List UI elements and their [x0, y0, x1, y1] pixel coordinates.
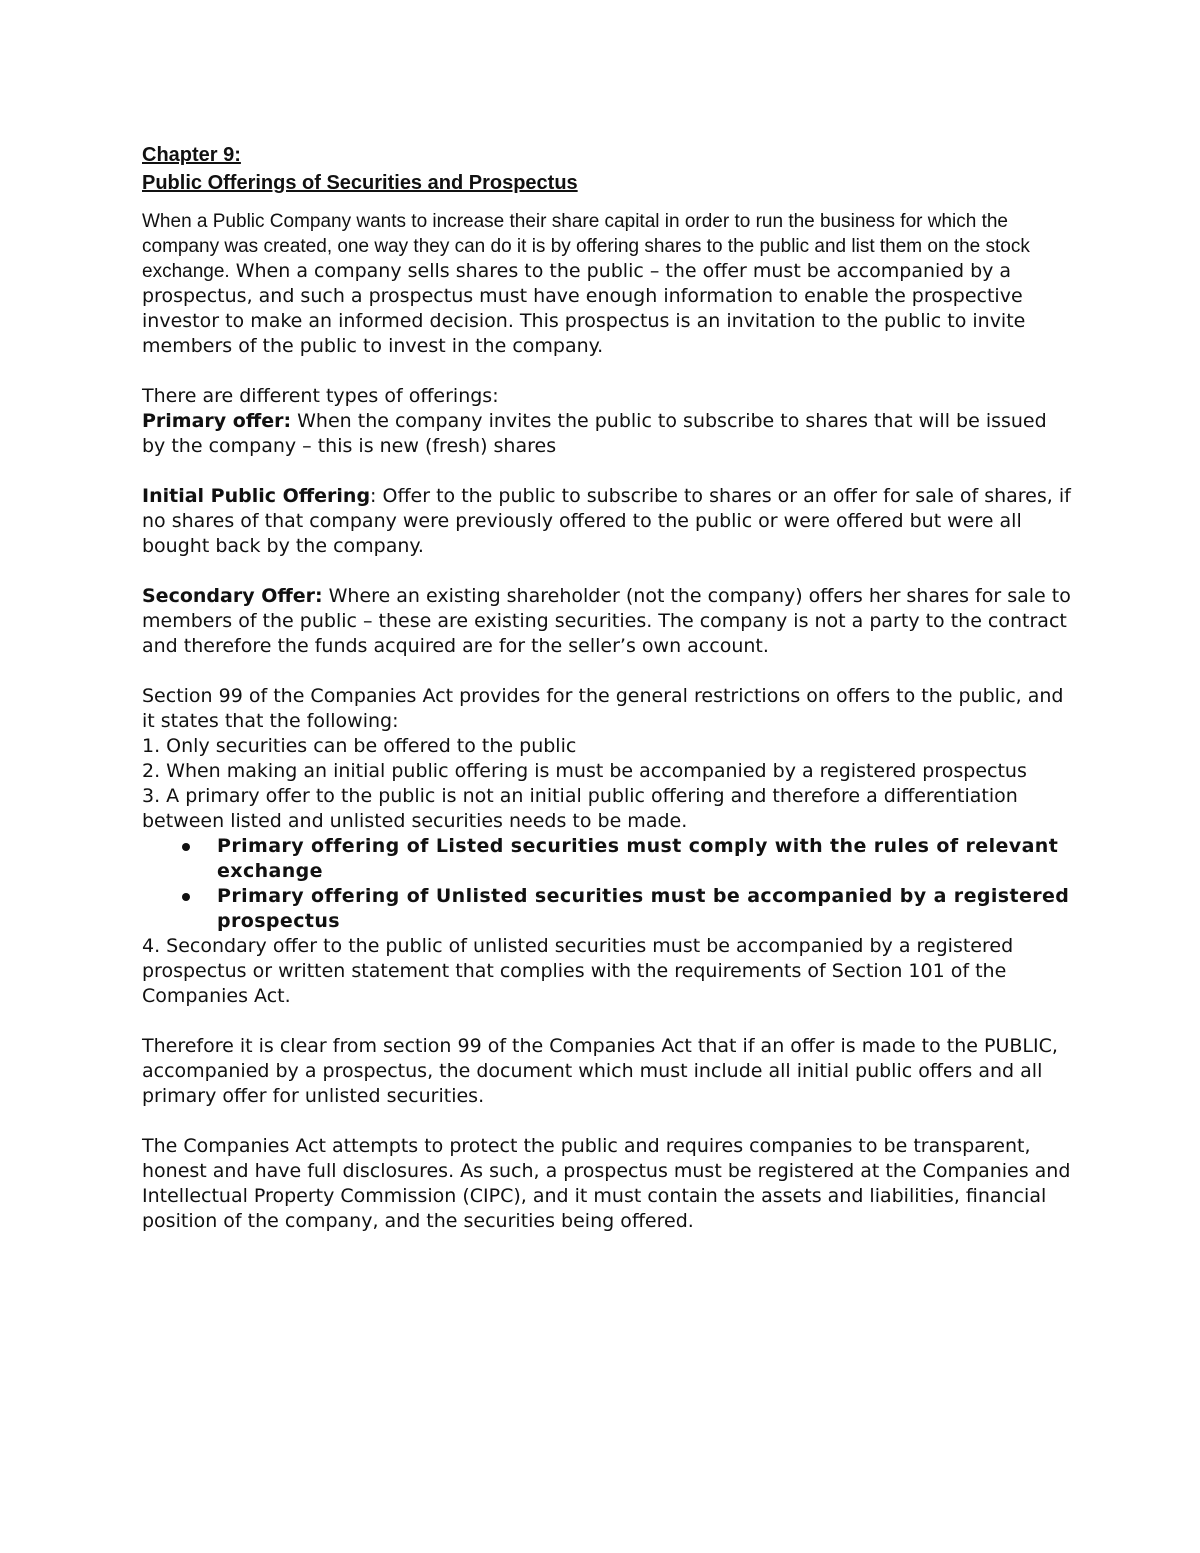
section-99-item-3: 3. A primary offer to the public is not an initial public offering and therefore a differentiation between listed and unlisted securities needs to be made.: [142, 785, 1018, 832]
chapter-heading: Chapter 9:: [142, 144, 241, 166]
section-99-item-2: 2. When making an initial public offering is must be accompanied by a registered prospectus: [142, 760, 1027, 782]
primary-offer-label: Primary offer:: [142, 410, 292, 432]
section-99-item-1: 1. Only securities can be offered to the public: [142, 735, 577, 757]
bullet-item: [142, 884, 1072, 934]
ipo-label: Initial Public Offering: [142, 485, 371, 507]
spacer: [142, 459, 1072, 484]
intro-text-first: When a Public Company wants to increase their share capital in order to run the business for which the company was created, one way they can do it is by offering shares to the public and list them on the stock exchange.: [142, 211, 1030, 282]
chapter-title: Public Offerings of Securities and Prospectus: [142, 172, 578, 194]
intro-paragraph: [142, 209, 1072, 359]
primary-offer-text: When the company invites the public to subscribe to shares that will be issued by the company – this is new (fresh) shares: [142, 410, 1047, 457]
bullet-list: [142, 834, 1072, 934]
bullet-text: Primary offering of Unlisted securities must be accompanied by a registered prospectus: [217, 885, 1070, 932]
secondary-offer-label: Secondary Offer:: [142, 585, 323, 607]
spacer: [142, 1009, 1072, 1034]
spacer: [142, 359, 1072, 384]
section-99-intro: Section 99 of the Companies Act provides for the general restrictions on offers to the public, and it states that the following:: [142, 685, 1064, 732]
offering-types-intro: There are different types of offerings:: [142, 385, 499, 407]
bullet-dot-icon: [182, 843, 190, 851]
spacer: [142, 559, 1072, 584]
secondary-offer-text: Where an existing shareholder (not the company) offers her shares for sale to members of the public – these are existing securities. The company is not a party to the contract and therefore the funds acquired are for the seller’s own account.: [142, 585, 1071, 657]
therefore-paragraph: Therefore it is clear from section 99 of the Companies Act that if an offer is made to the PUBLIC, accompanied by a prospectus, the document which must include all initial public offers and all primary offer for unlisted securities.: [142, 1035, 1058, 1107]
ipo-text: : Offer to the public to subscribe to shares or an offer for sale of shares, if no shares of that company were previously offered to the public or were offered but were all bought back by the company.: [142, 485, 1071, 557]
bullet-text: Primary offering of Listed securities must comply with the rules of relevant exchange: [217, 835, 1059, 882]
document-page: [142, 141, 1072, 1234]
primary-offer-paragraph: [142, 409, 1072, 459]
closing-paragraph: The Companies Act attempts to protect the public and requires companies to be transparent, honest and have full disclosures. As such, a prospectus must be registered at the Companies and Intellectual Property Commission (CIPC), and it must contain the assets and liabilities, financial position of the company, and the securities being offered.: [142, 1135, 1071, 1232]
bullet-item: [142, 834, 1072, 884]
ipo-paragraph: [142, 484, 1072, 559]
spacer: [142, 659, 1072, 684]
secondary-offer-paragraph: [142, 584, 1072, 659]
spacer: [142, 1109, 1072, 1134]
intro-text-rest: When a company sells shares to the public – the offer must be accompanied by a prospectus, and such a prospectus must have enough information to enable the prospective investor to make an informed decision. This prospectus is an invitation to the public to invite members of the public to invest in the company.: [142, 260, 1026, 357]
section-99-item-4: 4. Secondary offer to the public of unlisted securities must be accompanied by a registered prospectus or written statement that complies with the requirements of Section 101 of the Companies Act.: [142, 935, 1014, 1007]
bullet-dot-icon: [182, 893, 190, 901]
